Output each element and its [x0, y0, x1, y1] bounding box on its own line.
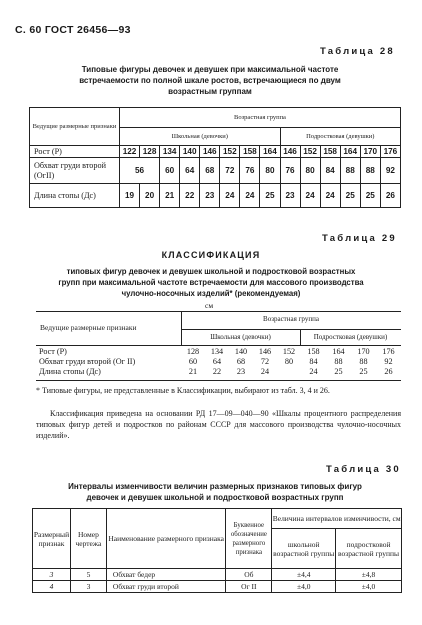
table-cell: ±4,0	[336, 581, 402, 593]
table-cell: ±4,0	[272, 581, 336, 593]
table-cell: 140	[180, 146, 200, 158]
table-cell: 23	[200, 184, 220, 208]
table-cell: 84	[309, 357, 318, 366]
table-cell: 24	[240, 184, 260, 208]
table-28-title-line-1: Типовые фигуры девочек и девушек при максимальной частоте	[81, 65, 339, 74]
table-cell: 164	[340, 146, 360, 158]
table-cell: 72	[260, 357, 270, 366]
table-cell: 134	[160, 146, 180, 158]
table-cell: 25	[359, 367, 368, 376]
table-30-header-name: Наименование размерного признака	[106, 509, 225, 569]
table-cell: 170	[357, 347, 370, 356]
table-cell: 128	[140, 146, 160, 158]
table-cell: 60	[188, 357, 198, 366]
table-row	[33, 581, 402, 593]
table-cell: 152	[220, 146, 240, 158]
table-29-row-height	[36, 347, 401, 357]
table-cell: 164	[260, 146, 280, 158]
table-cell: 23	[236, 367, 246, 376]
table-29-group-header: Возрастная группа	[263, 315, 319, 323]
table-cell: 92	[380, 158, 400, 184]
table-29-row-chest	[36, 357, 401, 367]
table-cell: 5	[70, 569, 106, 581]
table-cell: 25	[334, 367, 343, 376]
table-28-subgroup-teen: Подростковая (девушки)	[280, 128, 401, 146]
table-cell: 158	[240, 146, 260, 158]
table-29	[36, 347, 401, 377]
table-cell: 88	[359, 357, 368, 366]
table-29-footnote: * Типовые фигуры, не представленные в Классификации, выбирают из табл. 3, 4 и 26.	[36, 386, 330, 395]
table-cell: 21	[188, 367, 198, 376]
table-cell: 24	[220, 184, 240, 208]
table-cell: 134	[210, 347, 224, 356]
table-cell: 80	[300, 158, 320, 184]
table-cell: 146	[200, 146, 220, 158]
table-cell: 25	[260, 184, 280, 208]
table-cell: 170	[360, 146, 380, 158]
table-28	[29, 107, 401, 208]
table-30	[32, 508, 402, 593]
table-30-title-line-1: Интервалы изменчивости величин размерных признаков типовых фигур	[68, 482, 362, 491]
table-cell: 88	[334, 357, 343, 366]
table-cell: 84	[320, 158, 340, 184]
table-cell: 26	[384, 367, 393, 376]
table-cell: 146	[258, 347, 272, 356]
row-label: Длина стопы (Дс)	[30, 184, 120, 208]
page-header: С. 60 ГОСТ 26456—93	[15, 24, 131, 36]
table-cell: 152	[282, 347, 296, 356]
row-label: Обхват груди второй (Ог II)	[39, 357, 136, 366]
table-cell: 56	[120, 158, 160, 184]
table-cell: 64	[212, 357, 222, 366]
table-cell: 3	[70, 581, 106, 593]
table-30-title	[25, 481, 405, 503]
table-30-header-teen: подростковой возрастной группы	[336, 529, 402, 569]
table-cell: 24	[300, 184, 320, 208]
table-cell: 22	[212, 367, 222, 376]
table-29-subgroup-teen: Подростковая (девушки)	[313, 333, 388, 341]
table-30-header-drawing: Номер чертежа	[70, 509, 106, 569]
table-cell: 3	[33, 569, 71, 581]
table-cell: 88	[360, 158, 380, 184]
table-30-header-num: Размерный признак	[33, 509, 71, 569]
table-29-unit: см	[205, 301, 214, 310]
table-cell: 158	[320, 146, 340, 158]
table-29-label: Таблица 29	[322, 233, 397, 244]
table-28-group-header: Возрастная группа	[120, 108, 401, 128]
table-28-subgroup-school: Школьная (девочки)	[120, 128, 281, 146]
table-29-heading: КЛАССИФИКАЦИЯ	[161, 250, 261, 260]
table-cell: Об	[226, 569, 272, 581]
table-29-paragraph: Классификация приведена на основании РД 17—09—040—90 «Шкалы процентного распределения типовых фигур детей и подростков по районам СССР для массового производства чулочно-носочных изделий».	[36, 409, 401, 440]
table-29-rule-bottom	[36, 380, 401, 381]
table-cell: 92	[384, 357, 393, 366]
table-cell: 146	[280, 146, 300, 158]
table-29-rule-top	[36, 311, 401, 312]
table-28-title-line-2: встречаемости по полной шкале ростов, встречающиеся по двум	[79, 76, 341, 85]
table-30-title-line-2: девочек и девушек школьной и подростковой возрастных групп	[86, 493, 344, 502]
table-cell	[277, 367, 301, 377]
table-29-subgroup-school: Школьная (девочки)	[210, 333, 271, 341]
table-cell: 176	[382, 347, 395, 356]
table-28-title	[30, 64, 390, 97]
table-cell: 158	[307, 347, 320, 356]
table-cell: Обхват бедер	[106, 569, 225, 581]
table-cell: 76	[240, 158, 260, 184]
table-cell: 4	[33, 581, 71, 593]
table-28-title-line-3: возрастным группам	[168, 87, 252, 96]
table-cell: 24	[320, 184, 340, 208]
table-28-header-left: Ведущие размерные признаки	[30, 108, 120, 146]
table-cell: 72	[220, 158, 240, 184]
table-29-title-line-3: чулочно-носочных изделий* (рекомендуемая)	[121, 289, 301, 298]
table-cell: 176	[380, 146, 400, 158]
table-cell: ±4,4	[272, 569, 336, 581]
table-cell: 122	[120, 146, 140, 158]
table-cell: 80	[260, 158, 280, 184]
table-28-row-height	[30, 146, 401, 158]
table-cell: 68	[236, 357, 246, 366]
table-30-label: Таблица 30	[326, 464, 401, 475]
table-29-row-foot	[36, 367, 401, 377]
table-29-rule-header	[36, 345, 401, 346]
table-cell: 24	[260, 367, 270, 376]
table-30-header-symbol: Буквенное обозначение размерного признака	[226, 509, 272, 569]
table-cell: 25	[360, 184, 380, 208]
table-cell: ±4,8	[336, 569, 402, 581]
table-29-header-left: Ведущие размерные признаки	[40, 323, 137, 332]
table-cell: 23	[280, 184, 300, 208]
row-label: Рост (Р)	[39, 347, 67, 356]
table-cell: 60	[160, 158, 180, 184]
table-29-rule-mid	[181, 329, 401, 330]
table-cell: 80	[284, 357, 294, 366]
table-cell: 26	[380, 184, 400, 208]
table-cell: 152	[300, 146, 320, 158]
table-cell: 88	[340, 158, 360, 184]
table-30-header-school: школьной возрастной группы	[272, 529, 336, 569]
row-label: Рост (Р)	[30, 146, 120, 158]
table-cell: 20	[140, 184, 160, 208]
table-cell: 68	[200, 158, 220, 184]
table-cell: 19	[120, 184, 140, 208]
table-29-title-line-1: типовых фигур девочек и девушек школьной и подростковой возрастных	[66, 267, 356, 276]
table-cell: 64	[180, 158, 200, 184]
table-28-row-chest	[30, 158, 401, 184]
table-28-row-foot	[30, 184, 401, 208]
table-cell: Ог II	[226, 581, 272, 593]
row-label: Длина стопы (Дс)	[39, 367, 101, 376]
table-cell: 25	[340, 184, 360, 208]
table-cell: 164	[332, 347, 345, 356]
table-29-title-line-2: групп при максимальной частоте встречаемости для массового производства	[58, 278, 364, 287]
row-label: Обхват груди второй (ОгII)	[30, 158, 120, 184]
table-cell: 76	[280, 158, 300, 184]
table-cell: 128	[186, 347, 200, 356]
table-cell: 140	[234, 347, 248, 356]
table-cell: Обхват груди второй	[106, 581, 225, 593]
table-28-label: Таблица 28	[320, 46, 395, 57]
table-29-title	[25, 266, 397, 299]
table-30-header-interval: Величина интервалов изменчивости, см	[272, 509, 402, 529]
table-cell: 22	[180, 184, 200, 208]
table-row	[33, 569, 402, 581]
table-cell: 24	[309, 367, 318, 376]
table-cell: 21	[160, 184, 180, 208]
